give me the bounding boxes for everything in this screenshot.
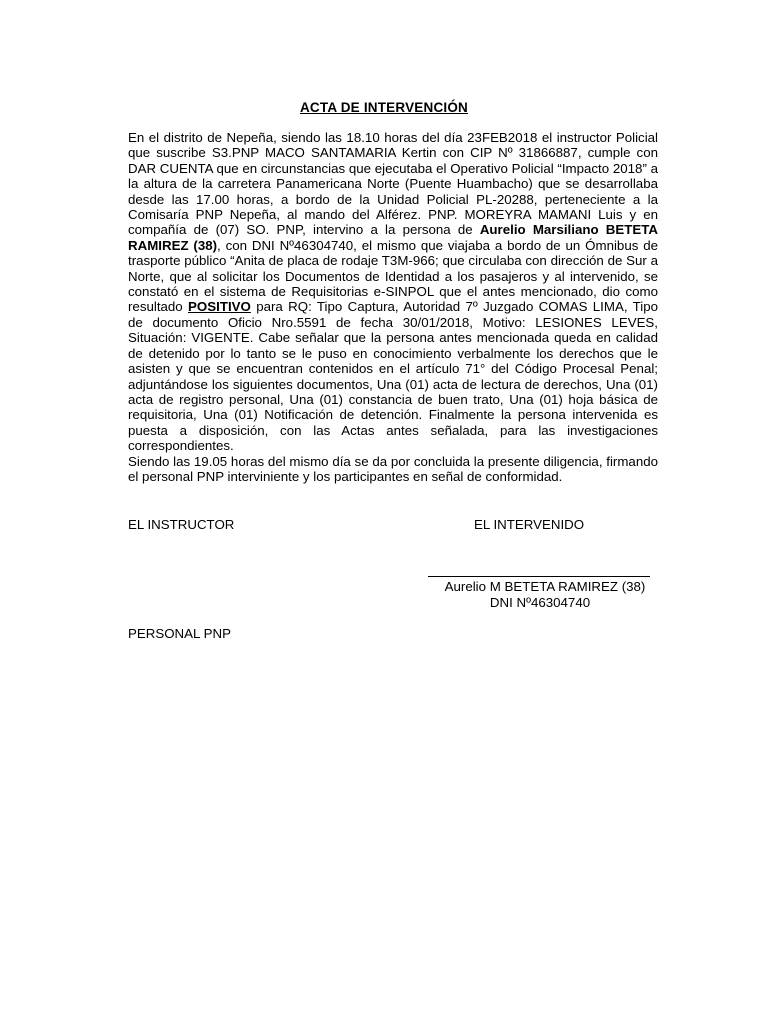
intervenido-name: Aurelio M BETETA RAMIREZ (38) <box>444 579 646 594</box>
paragraph-intervention-text-1: En el distrito de Nepeña, siendo las 18.10 horas del día 23FEB2018 el instructor Policial que suscribe S3.PNP MACO SANTAMARIA Kertin con CIP Nº 31866887, cumple con DAR CUENTA que en circunstancias que ejecutaba el Operativo Policial “Impacto 2018” a la altura de la carretera Panamericana Norte (Puente Huambacho) que se desarrollaba desde las 17.00 horas, a bordo de la Unidad Policial PL-20288, perteneciente a la Comisaría PNP Nepeña, al mando del Alférez. PNP. MOREYRA MAMANI Luis y en compañía de (07) SO. PNP, intervino a la persona de <box>128 130 658 238</box>
document-title: ACTA DE INTERVENCIÓN <box>299 100 468 115</box>
paragraph-conclusion: Siendo las 19.05 horas del mismo día se da por concluida la presente diligencia, firmando el personal PNP interviniente y los participantes en señal de conformidad. <box>128 453 658 484</box>
personal-pnp-label: PERSONAL PNP <box>128 626 231 641</box>
paragraph-intervention <box>128 130 658 454</box>
document-body <box>128 130 658 484</box>
signature-line <box>428 576 650 577</box>
paragraph-intervention-text-2: , con DNI Nº46304740, el mismo que viajaba a bordo de un Ómnibus de trasporte público “Anita de placa de rodaje T3M-966; que circulaba con dirección de Sur a Norte, que al solicitar los Documentos de Identidad a los pasajeros y al intervenido, se constató en el sistema de Requisitorias e-SINPOL que el antes mencionado, dio como resultado <box>128 237 658 315</box>
intervened-person-name: Aurelio Marsiliano BETETA RAMIREZ (38) <box>128 222 658 253</box>
instructor-label: EL INSTRUCTOR <box>128 517 235 532</box>
result-positive: POSITIVO <box>188 299 251 315</box>
intervenido-label: EL INTERVENIDO <box>474 517 585 532</box>
paragraph-intervention-text-3: para RQ: Tipo Captura, Autoridad 7º Juzgado COMAS LIMA, Tipo de documento Oficio Nro.5591 de fecha 30/01/2018, Motivo: LESIONES LEVES, Situación: VIGENTE. Cabe señalar que la persona antes mencionada queda en calidad de detenido por lo tanto se le puso en conocimiento verbalmente los derechos que le asisten y que se encuentran contenidos en el artículo 71° del Código Procesal Penal; adjuntándose los siguientes documentos, Una (01) acta de lectura de derechos, Una (01) acta de registro personal, Una (01) constancia de buen trato, Una (01) hoja básica de requisitoria, Una (01) Notificación de detención. Finalmente la persona intervenida es puesta a disposición, con las Actas antes señalada, para las investigaciones correspondientes. <box>128 299 658 454</box>
intervenido-dni: DNI Nº46304740 <box>489 595 591 610</box>
